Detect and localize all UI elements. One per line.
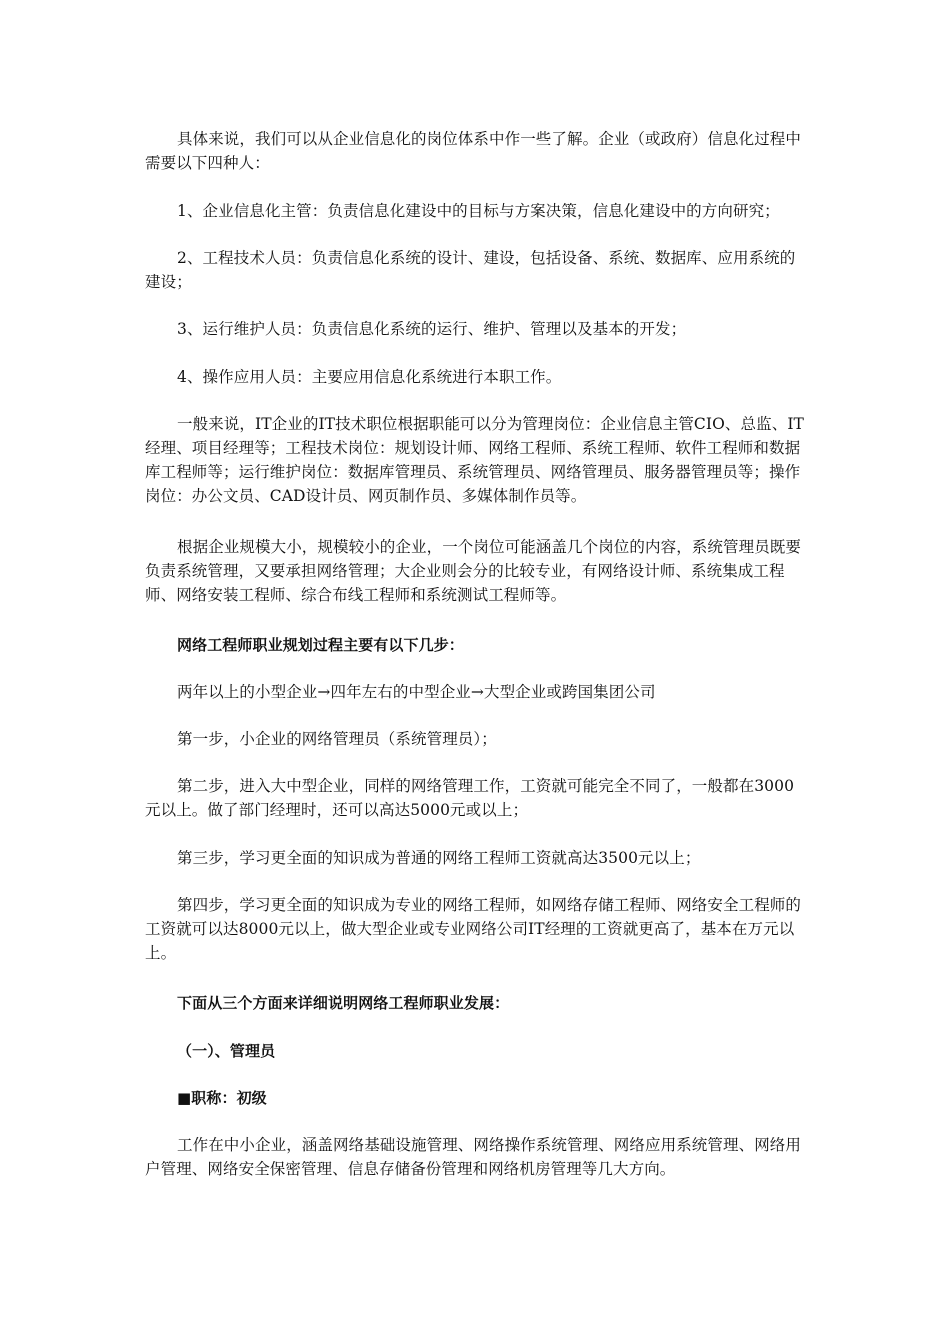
paragraph-company-scale: 根据企业规模大小，规模较小的企业，一个岗位可能涵盖几个岗位的内容，系统管理员既要负责系统管理，又要承担网络管理；大企业则会分的比较专业，有网络设计师、系统集成工程师、网络安装工程师、综合布线工程师和系统测试工程师等。 (145, 538, 802, 604)
paragraph-intro: 具体来说，我们可以从企业信息化的岗位体系中作一些了解。企业（或政府）信息化过程中需要以下四种人： (145, 130, 802, 172)
heading-title-junior: ■职称：初级 (177, 1089, 267, 1107)
heading-career-steps: 网络工程师职业规划过程主要有以下几步： (177, 636, 464, 654)
paragraph-step-3: 第三步，学习更全面的知识成为普通的网络工程师工资就高达3500元以上； (177, 849, 701, 867)
heading-administrator: （一）、管理员 (177, 1042, 276, 1060)
paragraph-step-2: 第二步，进入大中型企业，同样的网络管理工作，工资就可能完全不同了，一般都在3000元以上。做了部门经理时，还可以高达5000元或以上； (145, 777, 795, 819)
paragraph-role-2: 2、工程技术人员：负责信息化系统的设计、建设，包括设备、系统、数据库、应用系统的建设； (145, 249, 796, 291)
paragraph-role-1: 1、企业信息化主管：负责信息化建设中的目标与方案决策，信息化建设中的方向研究； (177, 202, 780, 220)
paragraph-career-path: 两年以上的小型企业→四年左右的中型企业→大型企业或跨国集团公司 (177, 683, 656, 701)
paragraph-role-4: 4、操作应用人员：主要应用信息化系统进行本职工作。 (177, 368, 562, 386)
paragraph-role-3: 3、运行维护人员：负责信息化系统的运行、维护、管理以及基本的开发； (177, 320, 687, 338)
heading-three-aspects: 下面从三个方面来详细说明网络工程师职业发展： (177, 994, 510, 1012)
paragraph-step-1: 第一步，小企业的网络管理员（系统管理员）； (177, 730, 497, 748)
paragraph-step-4: 第四步，学习更全面的知识成为专业的网络工程师，如网络存储工程师、网络安全工程师的工资就可以达8000元以上，做大型企业或专业网络公司IT经理的工资就更高了，基本在万元以上。 (145, 896, 802, 962)
paragraph-it-positions: 一般来说，IT企业的IT技术职位根据职能可以分为管理岗位：企业信息主管CIO、总监、IT经理、项目经理等；工程技术岗位：规划设计师、网络工程师、系统工程师、软件工程师和数据库工程师等；运行维护岗位：数据库管理员、系统管理员、网络管理员、服务器管理员等；操作岗位：办公文员、CAD设计员、网页制作员、多媒体制作员等。 (145, 415, 804, 505)
paragraph-admin-scope: 工作在中小企业，涵盖网络基础设施管理、网络操作系统管理、网络应用系统管理、网络用户管理、网络安全保密管理、信息存储备份管理和网络机房管理等几大方向。 (145, 1136, 802, 1178)
